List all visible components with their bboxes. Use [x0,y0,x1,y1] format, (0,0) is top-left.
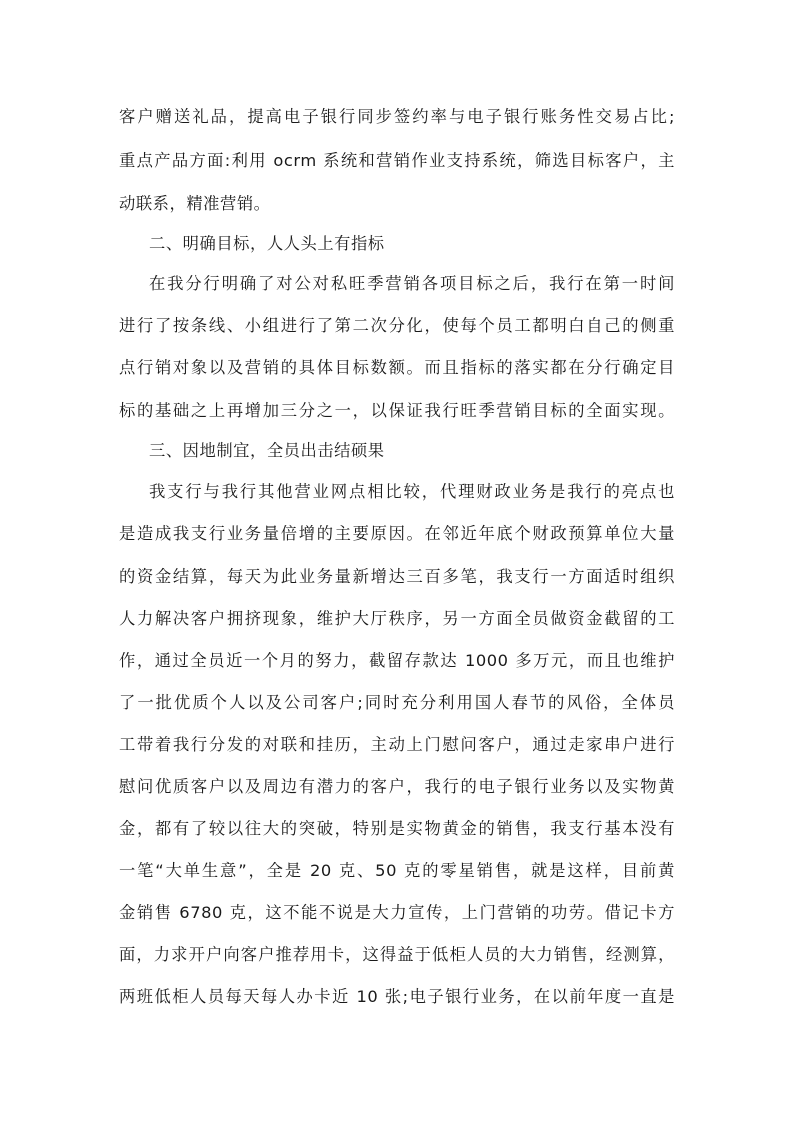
text-line: 面，力求开户向客户推荐用卡，这得益于低柜人员的大力销售，经测算， [119,945,675,964]
text-line: 标的基础之上再增加三分之一，以保证我行旺季营销目标的全面实现。 [119,401,675,420]
text-line: 进行了按条线、小组进行了第二次分化，使每个员工都明白自己的侧重 [119,316,675,335]
text-line: 金销售 6780 克，这不能不说是大力宣传，上门营销的功劳。借记卡方 [119,903,675,922]
text-line: 动联系，精准营销。 [119,194,271,213]
text-line: 金，都有了较以往大的突破，特别是实物黄金的销售，我支行基本没有 [119,819,675,838]
text-line: 是造成我支行业务量倍增的主要原因。在邻近年底个财政预算单位大量 [119,524,675,543]
text-line: 人力解决客户拥挤现象，维护大厅秩序，另一方面全员做资金截留的工 [119,609,675,628]
text-line: 在我分行明确了对公对私旺季营销各项目标之后，我行在第一时间 [149,274,675,293]
section-heading: 三、因地制宜，全员出击结硕果 [149,441,385,460]
text-line: 慰问优质客户以及周边有潜力的客户，我行的电子银行业务以及实物黄 [119,777,675,796]
text-line: 点行销对象以及营销的具体目标数额。而且指标的落实都在分行确定目 [119,358,675,377]
text-line: 的资金结算，每天为此业务量新增达三百多笔，我支行一方面适时组织 [119,567,675,586]
text-line: 重点产品方面:利用 ocrm 系统和营销作业支持系统，筛选目标客户，主 [119,151,675,170]
text-line: 客户赠送礼品，提高电子银行同步签约率与电子银行账务性交易占比; [119,107,675,126]
text-line: 我支行与我行其他营业网点相比较，代理财政业务是我行的亮点也 [149,482,675,501]
text-line: 一笔“大单生意”，全是 20 克、50 克的零星销售，就是这样，目前黄 [119,861,675,880]
section-heading: 二、明确目标，人人头上有指标 [149,234,385,253]
text-line: 作，通过全员近一个月的努力，截留存款达 1000 多万元，而且也维护 [119,651,675,670]
text-line: 了一批优质个人以及公司客户;同时充分利用国人春节的风俗，全体员 [119,693,675,712]
text-line: 工带着我行分发的对联和挂历，主动上门慰问客户，通过走家串户进行 [119,735,675,754]
text-line: 两班低柜人员每天每人办卡近 10 张;电子银行业务，在以前年度一直是 [119,987,675,1006]
